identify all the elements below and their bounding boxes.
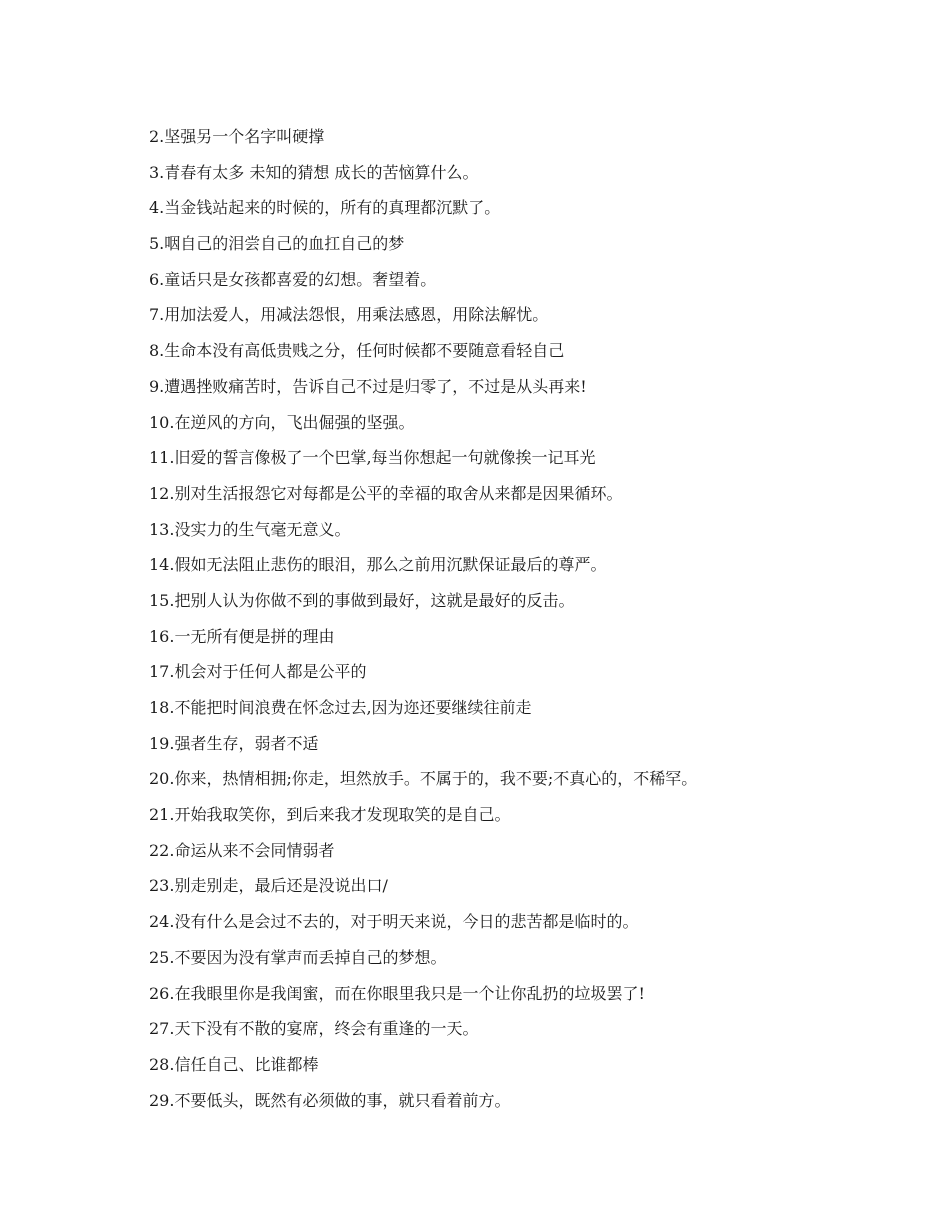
quote-line: 18.不能把时间浪费在怀念过去,因为迩还要继续往前走 — [149, 698, 532, 717]
quote-line: 14.假如无法阻止悲伤的眼泪，那么之前用沉默保证最后的尊严。 — [149, 555, 607, 575]
quote-line: 5.咽自己的泪尝自己的血扛自己的梦 — [149, 234, 405, 254]
quote-line: 20.你来，热情相拥;你走，坦然放手。不属于的，我不要;不真心的，不稀罕。 — [149, 769, 698, 789]
quote-line: 4.当金钱站起来的时候的，所有的真理都沉默了。 — [149, 198, 501, 218]
quote-line: 21.开始我取笑你，到后来我才发现取笑的是自己。 — [149, 805, 511, 825]
quote-line: 12.别对生活报怨它对每都是公平的幸福的取舍从来都是因果循环。 — [149, 483, 623, 503]
quote-line: 15.把别人认为你做不到的事做到最好，这就是最好的反击。 — [149, 590, 575, 610]
quote-line: 23.别走别走，最后还是没说出口/ — [149, 876, 388, 896]
quote-line: 25.不要因为没有掌声而丢掉自己的梦想。 — [149, 947, 447, 967]
quote-line: 22.命运从来不会同情弱者 — [149, 840, 335, 860]
quote-line: 2.坚强另一个名字叫硬撑 — [149, 127, 325, 146]
quote-line: 7.用加法爱人，用减法怨恨，用乘法感恩，用除法解忧。 — [149, 305, 549, 325]
quote-line: 10.在逆风的方向，飞出倔强的坚强。 — [149, 412, 415, 432]
quote-line: 6.童话只是女孩都喜爱的幻想。奢望着。 — [149, 269, 437, 289]
quote-line: 27.天下没有不散的宴席，终会有重逢的一天。 — [149, 1019, 479, 1039]
quote-line: 24.没有什么是会过不去的，对于明天来说，今日的悲苦都是临时的。 — [149, 912, 639, 932]
quote-line: 8.生命本没有高低贵贱之分，任何时候都不要随意看轻自己 — [149, 341, 565, 361]
quote-line: 3.青春有太多 未知的猜想 成长的苦恼算什么。 — [149, 162, 479, 182]
quote-list — [149, 124, 929, 1123]
quote-line: 28.信任自己、比谁都棒 — [149, 1054, 319, 1074]
quote-line: 13.没实力的生气毫无意义。 — [149, 519, 351, 539]
quote-line: 26.在我眼里你是我闺蜜，而在你眼里我只是一个让你乱扔的垃圾罢了! — [149, 983, 645, 1003]
quote-line: 11.旧爱的誓言像极了一个巴掌,每当你想起一句就像挨一记耳光 — [149, 448, 596, 468]
quote-line: 19.强者生存，弱者不适 — [149, 733, 319, 753]
quote-line: 16.一无所有便是拼的理由 — [149, 626, 335, 646]
quote-line: 29.不要低头，既然有必须做的事，就只看着前方。 — [149, 1090, 511, 1110]
quote-line: 9.遭遇挫败痛苦时，告诉自己不过是归零了，不过是从头再来! — [149, 376, 587, 396]
quote-line: 17.机会对于任何人都是公平的 — [149, 662, 367, 682]
